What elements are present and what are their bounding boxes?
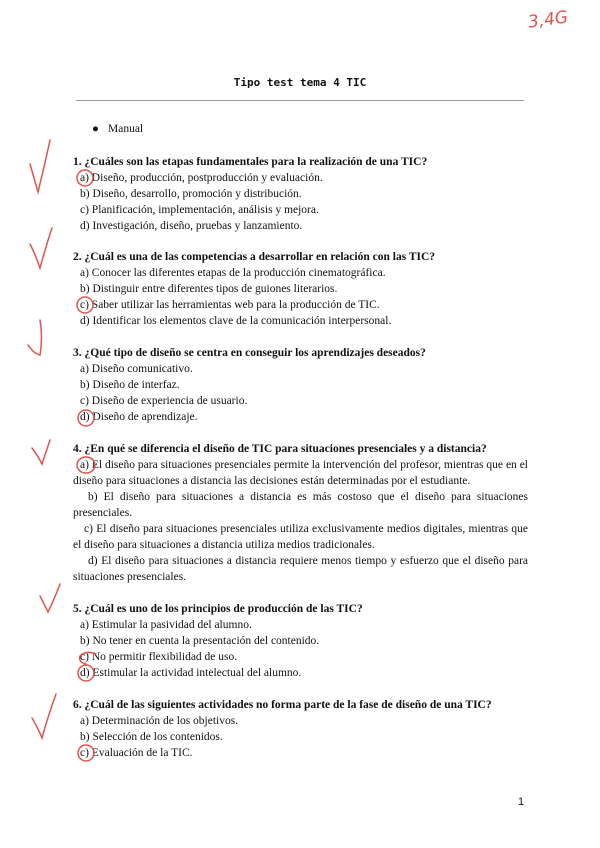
option-b: b) Diseño de interfaz. [80,379,180,391]
check-mark-icon [30,140,50,192]
option-d: d) Investigación, diseño, pruebas y lanzamiento. [80,220,303,232]
question-title: 1. ¿Cuáles son las etapas fundamentales para la realización de una TIC? [73,156,428,168]
page-number: 1 [518,796,525,808]
option-b: b) El diseño para situaciones a distancia es más costoso que el diseño para situaciones presenciales. [73,491,528,519]
check-mark-icon [32,694,56,738]
option-d: d) Diseño de aprendizaje. [80,411,198,423]
question-title: 5. ¿Cuál es uno de los principios de producción de las TIC? [73,603,363,615]
question-2 [73,249,528,329]
title-divider [76,100,524,101]
option-b: b) Distinguir entre diferentes tipos de guiones literarios. [80,283,338,295]
check-mark-icon [40,584,60,612]
section-label: Manual [108,123,144,135]
document-title: Tipo test tema 4 TIC [233,76,367,89]
option-d: d) Estimular la actividad intelectual del alumno. [80,667,302,679]
option-d: d) El diseño para situaciones a distancia requiere menos tiempo y esfuerzo que el diseño para situaciones presenciales. [73,555,528,583]
option-b: b) Selección de los contenidos. [80,731,223,743]
bullet-icon: ● [92,123,99,135]
option-c: c) El diseño para situaciones presenciales utiliza exclusivamente medios digitales, mientras que el diseño para situaciones a distancia utiliza medios tradicionales. [73,523,528,551]
check-mark-icon [32,440,50,464]
option-a: a) Conocer las diferentes etapas de la producción cinematográfica. [80,267,386,279]
question-1 [73,154,528,234]
handwritten-score: 3,4G [526,7,570,33]
question-3 [73,345,528,425]
option-b: b) No tener en cuenta la presentación del contenido. [80,635,320,647]
question-4 [73,441,528,585]
option-c: c) Planificación, implementación, análisis y mejora. [80,204,319,216]
option-c: c) No permitir flexibilidad de uso. [80,651,238,663]
option-a: a) Determinación de los objetivos. [80,715,239,727]
question-title: 2. ¿Cuál es una de las competencias a desarrollar en relación con las TIC? [73,251,436,263]
option-a: a) Estimular la pasividad del alumno. [80,619,252,631]
option-b: b) Diseño, desarrollo, promoción y distribución. [80,188,302,200]
check-mark-icon [28,320,42,355]
option-a: a) Diseño comunicativo. [80,363,193,375]
question-title: 6. ¿Cuál de las siguientes actividades no forma parte de la fase de diseño de una TIC? [73,699,492,711]
question-title: 3. ¿Qué tipo de diseño se centra en conseguir los aprendizajes deseados? [73,347,426,359]
option-c: c) Saber utilizar las herramientas web para la producción de TIC. [80,299,380,311]
option-c: c) Evaluación de la TIC. [80,747,193,759]
option-c: c) Diseño de experiencia de usuario. [80,395,248,407]
question-title: 4. ¿En qué se diferencia el diseño de TIC para situaciones presenciales y a distancia? [73,443,487,455]
option-d: d) Identificar los elementos clave de la comunicación interpersonal. [80,315,392,327]
question-5 [73,601,528,681]
option-a: a) El diseño para situaciones presenciales permite la intervención del profesor, mientras que en el diseño para situaciones a distancia las decisiones están determinadas por el estudiante. [73,459,528,487]
option-a: a) Diseño, producción, postproducción y evaluación. [80,172,323,184]
question-6 [73,697,528,761]
check-mark-icon [30,228,52,268]
